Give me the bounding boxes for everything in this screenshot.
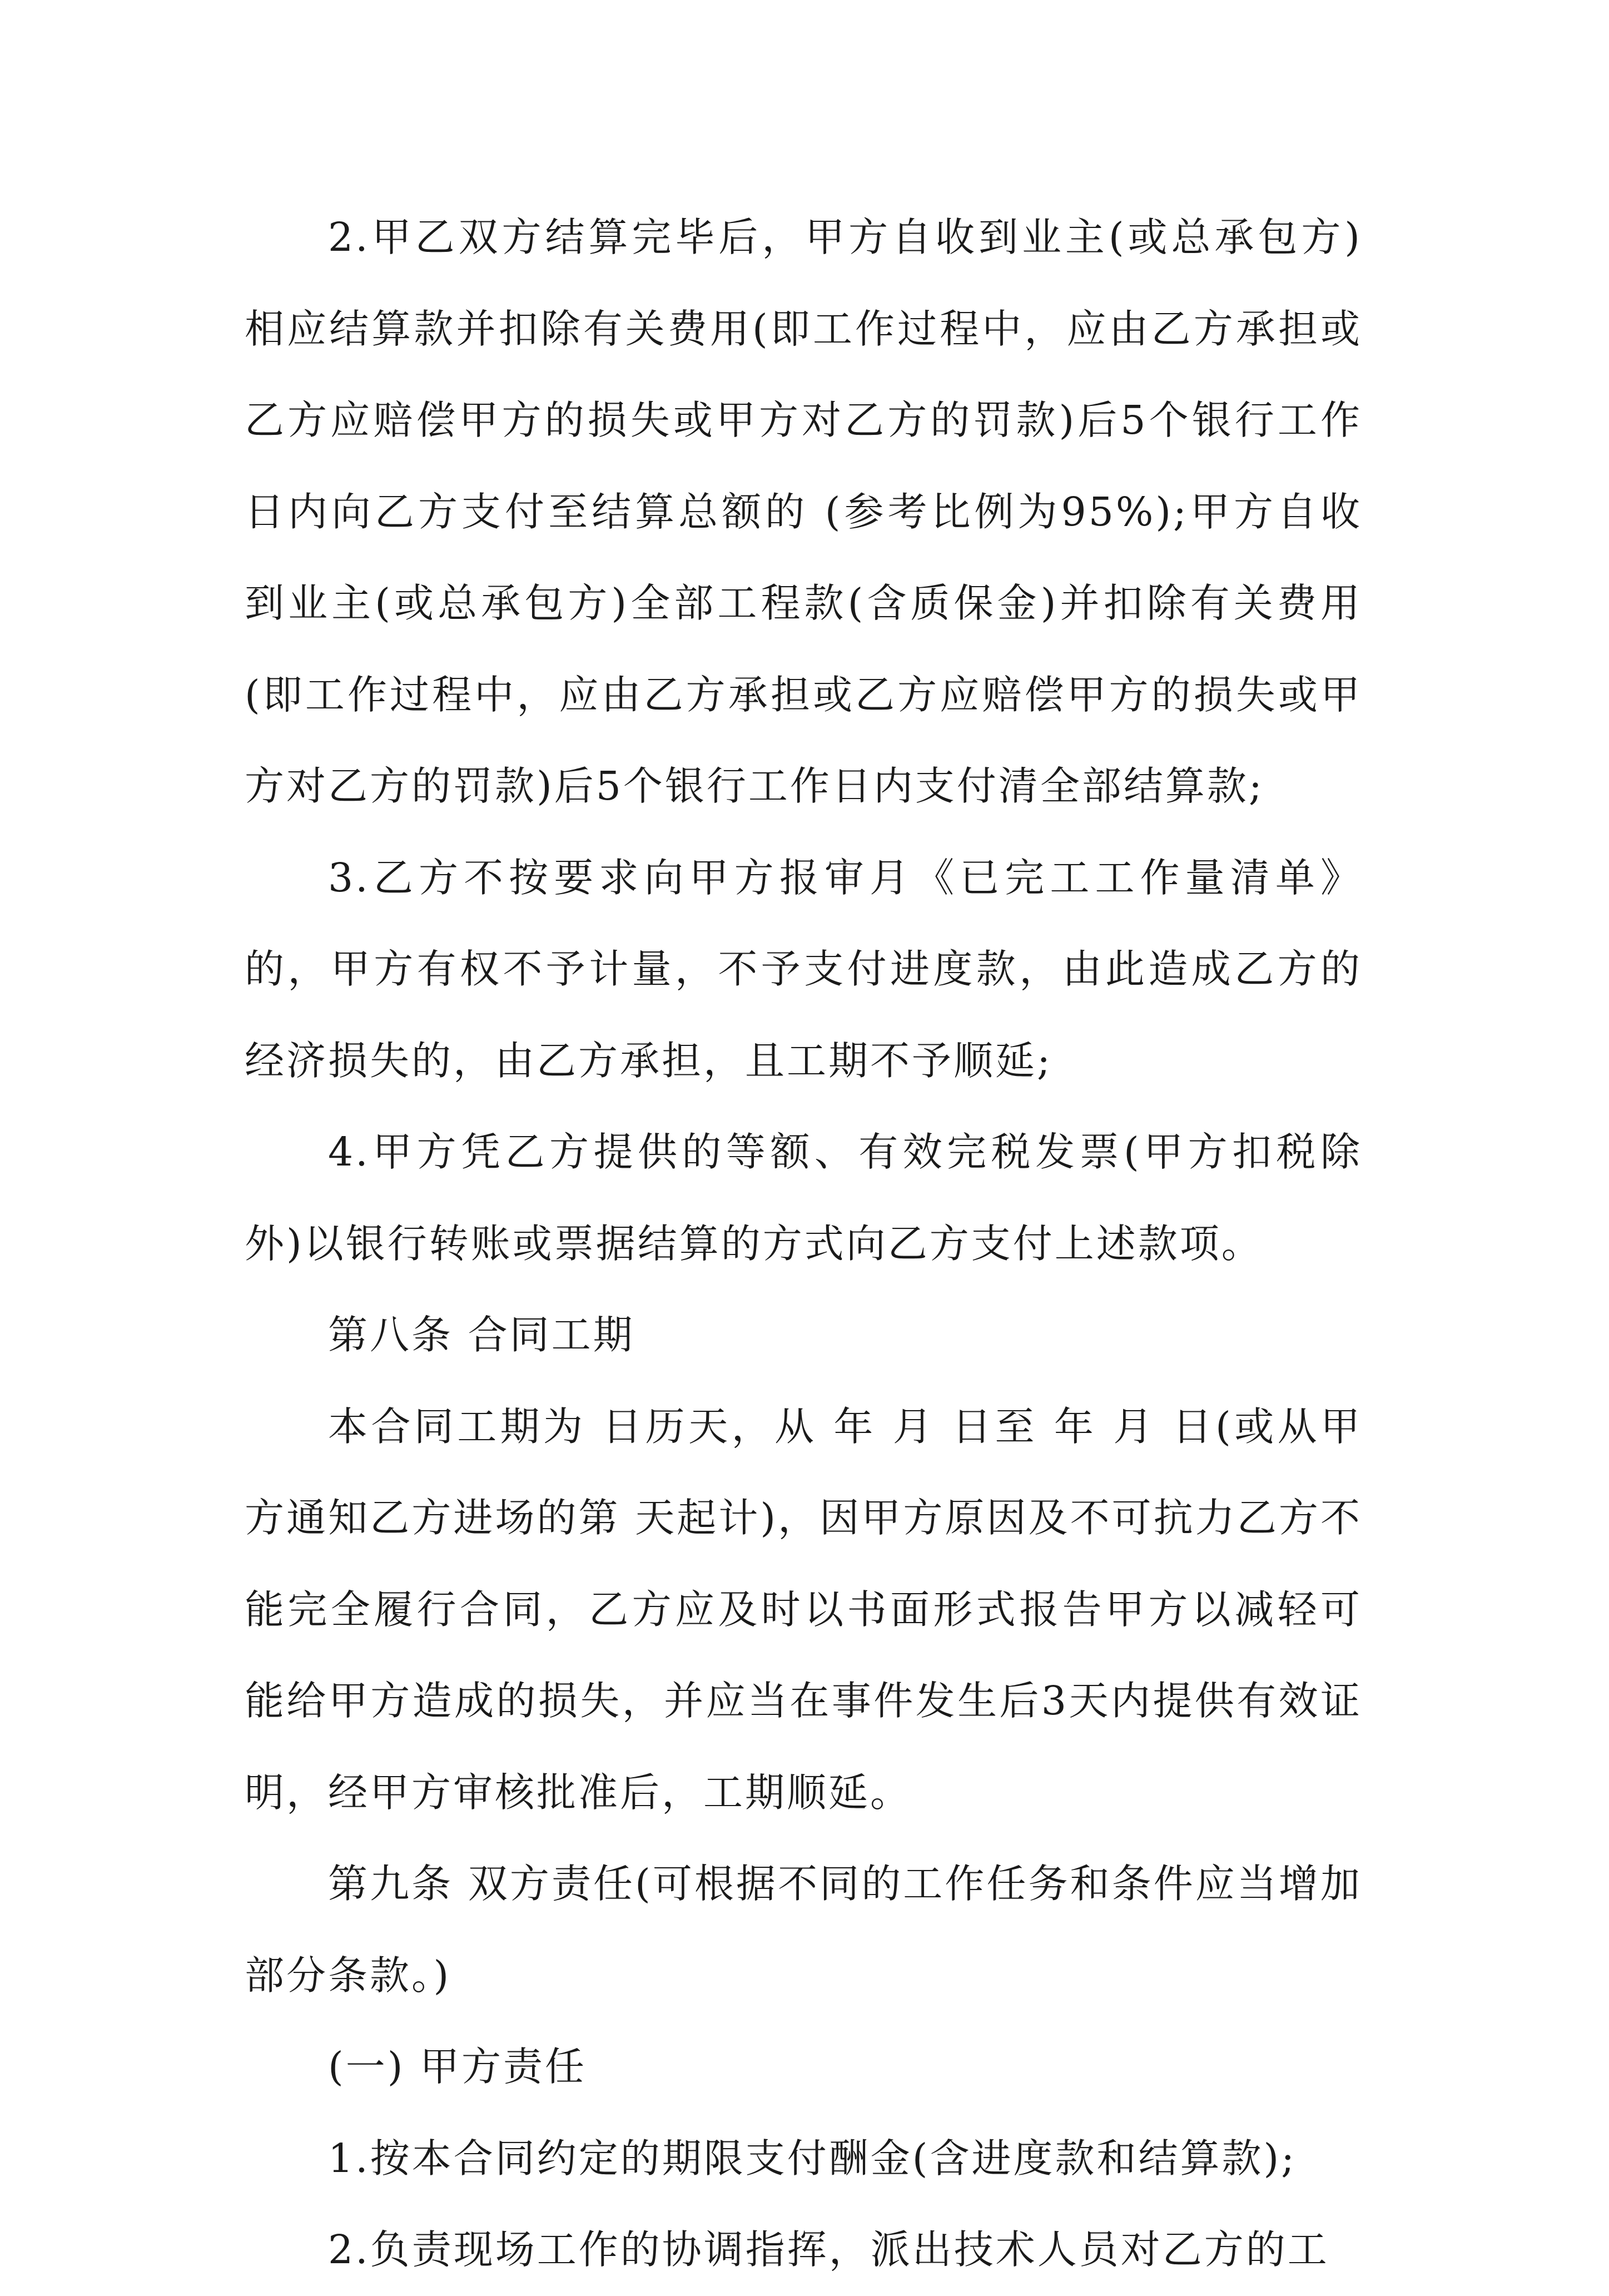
paragraph-worklist-review: 3.乙方不按要求向甲方报审月《已完工工作量清单》的，甲方有权不予计量，不予支付进度款，由此造成乙方的经济损失的，由乙方承担，且工期不予顺延; — [245, 854, 1362, 1084]
section-party-a-responsibility: (一) 甲方责任 — [328, 2044, 587, 2090]
list-item-1: 1.按本合同约定的期限支付酬金(含进度款和结算款); — [328, 2135, 1297, 2181]
document-body — [245, 192, 1362, 2296]
paragraph-settlement-payment: 2.甲乙双方结算完毕后，甲方自收到业主(或总承包方)相应结算款并扣除有关费用(即工作过程中，应由乙方承担或乙方应赔偿甲方的损失或甲方对乙方的罚款)后5个银行工作日内向乙方支付至结算总额的 (参考比例为95%);甲方自收到业主(或总承包方)全部工程款(含质保金)并扣除有关费用(即工作过程中，应由乙方承担或乙方应赔偿甲方的损失或甲方对乙方的罚款)后5个银行工作日内支付清全部结算款; — [245, 214, 1362, 809]
article-8-heading: 第八条 合同工期 — [328, 1312, 635, 1358]
paragraph-invoice-payment: 4.甲方凭乙方提供的等额、有效完税发票(甲方扣税除外)以银行转账或票据结算的方式向乙方支付上述款项。 — [245, 1129, 1362, 1267]
list-item-2: 2.负责现场工作的协调指挥，派出技术人员对乙方的工 — [328, 2226, 1329, 2273]
paragraph-contract-period: 本合同工期为 日历天，从 年 月 日至 年 月 日(或从甲方通知乙方进场的第 天起计)，因甲方原因及不可抗力乙方不能完全履行合同，乙方应及时以书面形式报告甲方以减轻可能给甲方造成的损失，并应当在事件发生后3天内提供有效证明，经甲方审核批准后，工期顺延。 — [245, 1403, 1362, 1816]
article-9-heading: 第九条 双方责任(可根据不同的工作任务和条件应当增加部分条款。) — [245, 1861, 1362, 1999]
